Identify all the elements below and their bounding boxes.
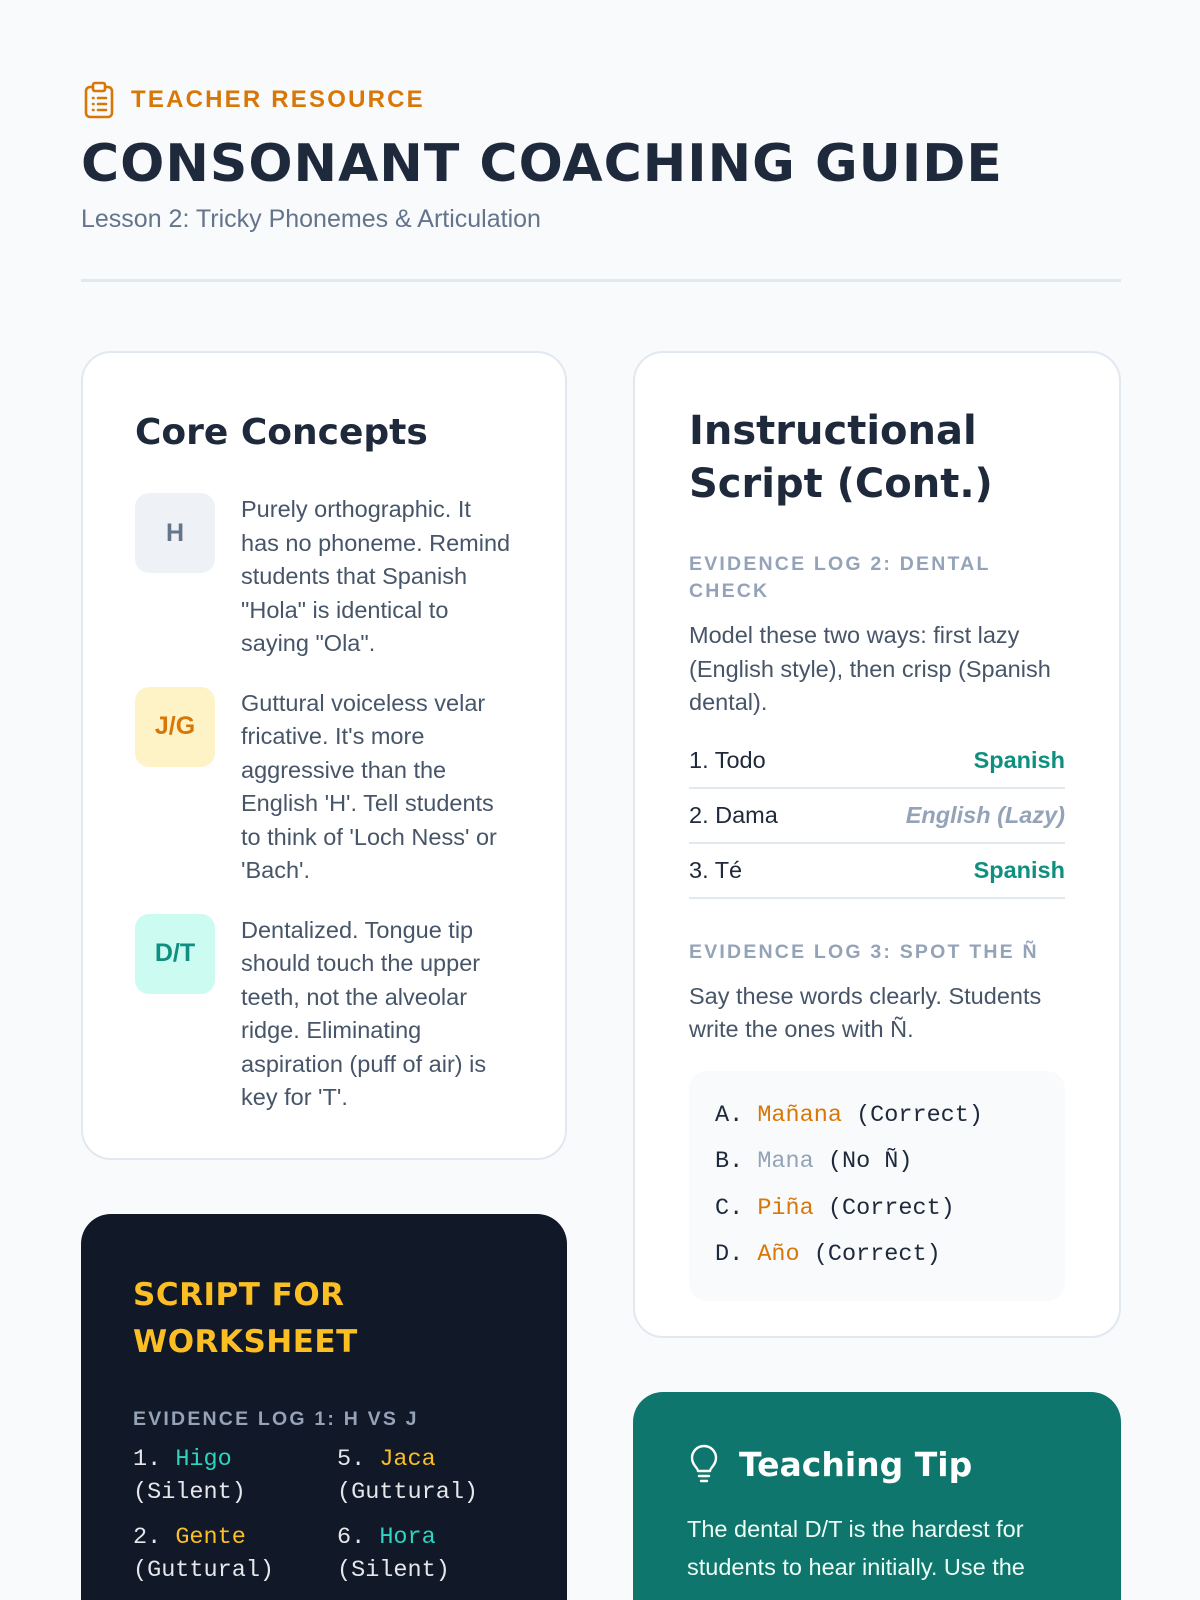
tip-title: Teaching Tip xyxy=(739,1444,973,1484)
answer-letter: D. xyxy=(715,1241,744,1268)
teaching-tip-card xyxy=(633,1392,1121,1600)
answer-letter: C. xyxy=(715,1194,744,1222)
answer-note: (No Ñ) xyxy=(827,1148,913,1175)
script-title: Instructional Script (Cont.) xyxy=(689,408,993,507)
answer-line xyxy=(715,1186,1039,1233)
entry-word: Gente xyxy=(175,1524,246,1551)
tip-header xyxy=(687,1444,1067,1484)
eyebrow-label: TEACHER RESOURCE xyxy=(131,86,425,113)
evidence-log-3-desc: Say these words clearly. Students write the ones with Ñ. xyxy=(689,982,1042,1042)
entry-word: Hora xyxy=(379,1524,436,1551)
entry-note: (Guttural) xyxy=(337,1479,479,1506)
entry-number: 1. xyxy=(133,1446,162,1473)
list-item xyxy=(337,1443,537,1509)
concept-text: Dentalized. Tongue tip should touch the upper teeth, not the alveolar ridge. Eliminating aspiration (puff of air) is key for 'T'. xyxy=(241,916,487,1111)
core-concepts-card xyxy=(81,351,567,1160)
clipboard-icon xyxy=(81,81,117,119)
answer-note: (Correct) xyxy=(856,1101,983,1129)
list-item xyxy=(133,1521,337,1587)
entry-word: Higo xyxy=(175,1446,232,1473)
spot-n-answers xyxy=(689,1071,1065,1301)
entry-word: Jaca xyxy=(379,1446,436,1473)
core-concepts-title: Core Concepts xyxy=(135,412,428,453)
entry-note: (Silent) xyxy=(133,1479,246,1506)
header-divider xyxy=(81,279,1121,282)
evidence-log-3-label: EVIDENCE LOG 3: SPOT THE Ñ xyxy=(689,940,1039,963)
word: 3. Té xyxy=(689,856,743,883)
answer-word: Mañana xyxy=(757,1101,842,1129)
answer-line xyxy=(715,1139,1039,1186)
answer-letter: A. xyxy=(715,1101,744,1129)
entry-number: 2. xyxy=(133,1524,162,1551)
lightbulb-icon xyxy=(687,1444,721,1484)
worksheet-script-card xyxy=(81,1214,567,1600)
worksheet-title: SCRIPT FOR WORKSHEET xyxy=(133,1277,358,1360)
answer-note: (Correct) xyxy=(813,1241,941,1268)
page-subtitle: Lesson 2: Tricky Phonemes & Articulation xyxy=(81,205,541,234)
word: 1. Todo xyxy=(689,746,766,773)
entry-number: 5. xyxy=(337,1446,366,1473)
evidence-log-1-grid xyxy=(133,1443,515,1587)
style-tag: Spanish xyxy=(973,856,1065,883)
concept-item xyxy=(135,687,513,888)
eyebrow xyxy=(81,80,1121,120)
list-item xyxy=(689,734,1065,789)
answer-word: Piña xyxy=(757,1194,814,1222)
word: 2. Dama xyxy=(689,801,778,828)
answer-word: Año xyxy=(757,1241,800,1268)
answer-word: Mana xyxy=(757,1148,814,1175)
concept-text: Guttural voiceless velar fricative. It's more aggressive than the English 'H'. Tell students to think of 'Loch Ness' or 'Bach'. xyxy=(241,689,497,884)
list-item xyxy=(689,844,1065,899)
style-tag: English (Lazy) xyxy=(905,801,1065,828)
entry-note: (Guttural) xyxy=(133,1557,275,1584)
answer-note: (Correct) xyxy=(827,1194,955,1222)
concept-item xyxy=(135,914,513,1115)
instructional-script-card xyxy=(633,351,1121,1338)
page-title: CONSONANT COACHING GUIDE xyxy=(81,134,1003,194)
answer-line xyxy=(715,1232,1039,1279)
evidence-log-2-desc: Model these two ways: first lazy (English style), then crisp (Spanish dental). xyxy=(689,622,1051,715)
list-item xyxy=(133,1443,337,1509)
concept-text: Purely orthographic. It has no phoneme. Remind students that Spanish "Hola" is identical to saying "Ola". xyxy=(241,496,511,657)
list-item xyxy=(689,789,1065,844)
style-tag: Spanish xyxy=(973,746,1065,773)
concept-item xyxy=(135,493,513,661)
concept-badge: J/G xyxy=(135,687,215,767)
answer-letter: B. xyxy=(715,1148,744,1175)
tip-text: The dental D/T is the hardest for students to hear initially. Use the xyxy=(687,1516,1025,1580)
evidence-log-1-label: EVIDENCE LOG 1: H VS J xyxy=(133,1408,419,1430)
evidence-log-2-label: EVIDENCE LOG 2: DENTAL CHECK xyxy=(689,553,991,602)
entry-note: (Silent) xyxy=(337,1557,450,1584)
answer-line xyxy=(715,1093,1039,1140)
entry-number: 6. xyxy=(337,1524,366,1551)
concept-badge: H xyxy=(135,493,215,573)
dental-check-list xyxy=(689,734,1065,899)
page-header xyxy=(81,80,1121,234)
concept-badge: D/T xyxy=(135,914,215,994)
list-item xyxy=(337,1521,537,1587)
